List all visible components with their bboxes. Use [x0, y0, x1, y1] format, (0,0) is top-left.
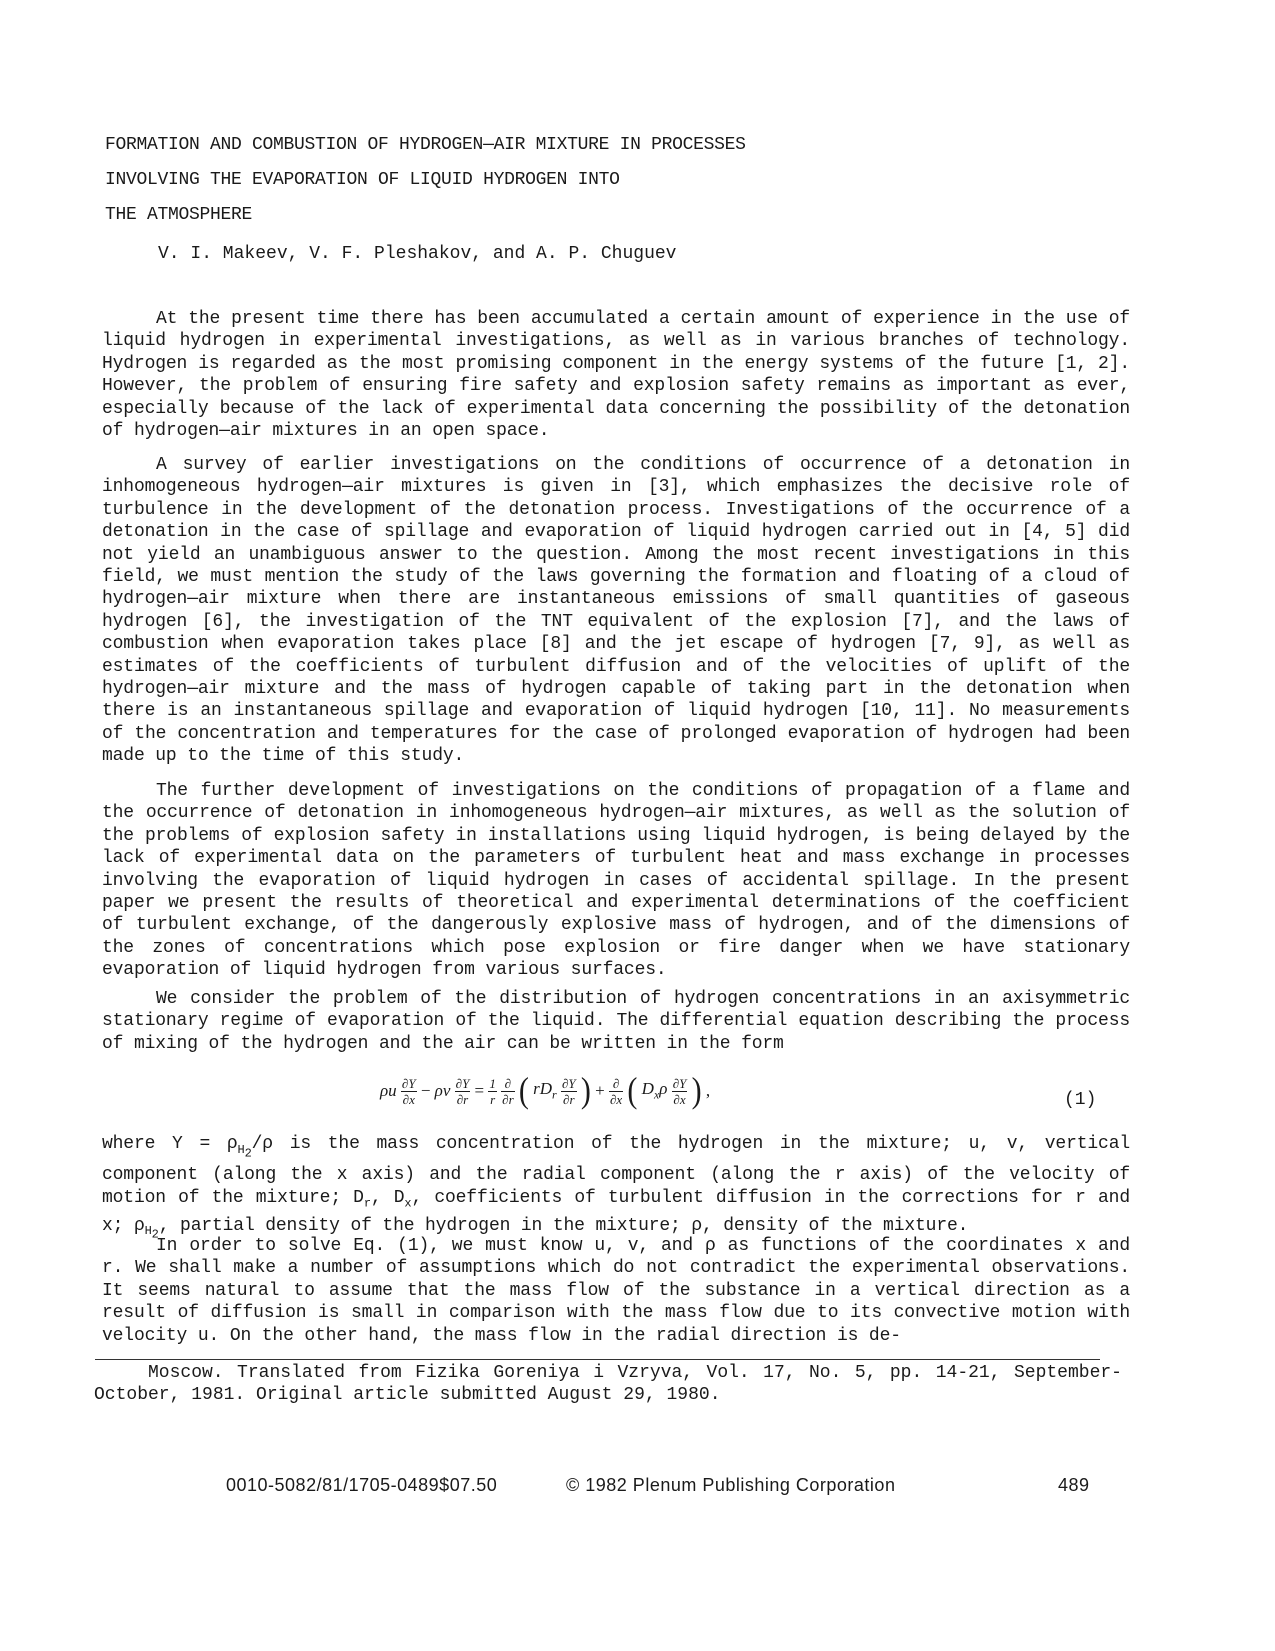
title-line-1: FORMATION AND COMBUSTION OF HYDROGEN—AIR MIXTURE IN PROCESSES	[105, 135, 746, 155]
eq-paren-open: (	[518, 1070, 529, 1111]
title-line-2: INVOLVING THE EVAPORATION OF LIQUID HYDROGEN INTO	[105, 170, 620, 190]
eq-r-d-r: $rD_r$	[533, 1079, 557, 1102]
paragraph-where: where $Y = \rho_{H_2}/\rho$ is the mass concentration of the hydrogen in the mixture; u, v, vertical component (along the x axis) and the radial component (along the r axis) of the velocity of motion of the mixture; $D_r$, $D_x$, coefficients of turbulent diffusion in the corrections for r and x; $\rho_{H_2}$, partial density of the hydrogen in the mixture; ρ, density of the mixture.	[102, 1134, 1130, 1242]
eq-frac-dy-dr-inner: $\frac{\partial Y}{\partial r}$	[561, 1075, 576, 1107]
eq-plus: +	[595, 1081, 605, 1100]
eq-frac-dy-dx: $\frac{\partial Y}{\partial x}$	[401, 1075, 416, 1107]
eq-rho-v: ρv	[434, 1081, 451, 1100]
eq-frac-one-r: $\frac{1}{r}$	[489, 1075, 496, 1107]
page-number: 489	[1058, 1475, 1090, 1495]
author-list: V. I. Makeev, V. F. Pleshakov, and A. P. Chuguev	[158, 244, 677, 264]
eq-rho-u: ρu	[380, 1081, 397, 1100]
footer-copyright: © 1982 Plenum Publishing Corporation	[566, 1475, 896, 1495]
equation-number: (1)	[1064, 1090, 1097, 1110]
article-title	[105, 128, 746, 233]
paragraph-problem: We consider the problem of the distribution of hydrogen concentrations in an axisymmetric stationary regime of evaporation of the liquid. The differential equation describing the process of mixing of the hydrogen and the air can be written in the form	[102, 989, 1130, 1054]
eq-equals: =	[474, 1081, 485, 1100]
eq-minus: −	[420, 1081, 431, 1100]
paragraph-survey: A survey of earlier investigations on the conditions of occurrence of a detonation in inhomogeneous hydrogen—air mixtures is given in [3], which emphasizes the decisive role of turbulence in the development of the detonation process. Investigations of the occurrence of a detonation in the case of spillage and evaporation of liquid hydrogen carried out in [4, 5] did not yield an unambiguous answer to the question. Among the most recent investigations in this field, we must mention the study of the laws governing the formation and floating of a cloud of hydrogen—air mixture when there are instantaneous emissions of small quantities of gaseous hydrogen [6], the investigation of the TNT equivalent of the explosion [7], and the laws of combustion when evaporation takes place [8] and the jet escape of hydrogen [7, 9], as well as estimates of the coefficients of turbulent diffusion and of the velocities of uplift of the hydrogen—air mixture and the mass of hydrogen capable of taking part in the detonation when there is an instantaneous spillage and evaporation of liquid hydrogen [10, 11]. No measurements of the concentration and temperatures for the case of prolonged evaporation of hydrogen had been made up to the time of this study.	[102, 455, 1130, 767]
footnote-divider	[95, 1359, 1100, 1360]
eq-paren-close-2: )	[691, 1070, 702, 1111]
eq-frac-d-dr: $\frac{\partial}{\partial r}$	[502, 1075, 514, 1107]
eq-paren-open-2: (	[627, 1070, 638, 1111]
footer-article-code: 0010-5082/81/1705-0489$07.50	[226, 1475, 498, 1495]
title-line-3: THE ATMOSPHERE	[105, 205, 253, 225]
eq-frac-dy-dx-inner: $\frac{\partial Y}{\partial x}$	[672, 1075, 687, 1107]
paragraph-development: The further development of investigations on the conditions of propagation of a flame and the occurrence of detonation in inhomogeneous hydrogen—air mixtures, as well as the solution of the problems of explosion safety in installations using liquid hydrogen, is being delayed by the lack of experimental data on the parameters of turbulent heat and mass exchange in processes involving the evaporation of liquid hydrogen in cases of accidental spillage. In the present paper we present the results of theoretical and experimental determinations of the coefficient of turbulent exchange, of the dangerously explosive mass of hydrogen, and of the dimensions of the zones of concentrations which pose explosion or fire danger when we have stationary evaporation of liquid hydrogen from various surfaces.	[102, 781, 1130, 981]
eq-frac-d-dx: $\frac{\partial}{\partial x}$	[609, 1075, 623, 1107]
equation-1	[380, 1070, 820, 1124]
eq-paren-close: )	[580, 1070, 591, 1111]
footnote: Moscow. Translated from Fizika Goreniya i Vzryva, Vol. 17, No. 5, pp. 14-21, September-October, 1981. Original article submitted August 29, 1980.	[94, 1363, 1122, 1405]
paragraph-intro: At the present time there has been accumulated a certain amount of experience in the use of liquid hydrogen in experimental investigations, as well as in various branches of technology. Hydrogen is regarded as the most promising component in the energy systems of the future [1, 2]. However, the problem of ensuring fire safety and explosion safety remains as important as ever, especially because of the lack of experimental data concerning the possibility of the detonation of hydrogen—air mixtures in an open space.	[102, 309, 1130, 442]
paragraph-solve: In order to solve Eq. (1), we must know u, v, and ρ as functions of the coordinates x and r. We shall make a number of assumptions which do not contradict the experimental observations. It seems natural to assume that the mass flow of the substance in a vertical direction as a result of diffusion is small in comparison with the mass flow due to its convective motion with velocity u. On the other hand, the mass flow in the radial direction is de-	[102, 1236, 1130, 1346]
eq-comma: ,	[705, 1081, 711, 1100]
eq-frac-dy-dr: $\frac{\partial Y}{\partial r}$	[455, 1075, 470, 1107]
eq-d-x-rho: $D_x\rho$	[641, 1079, 668, 1102]
